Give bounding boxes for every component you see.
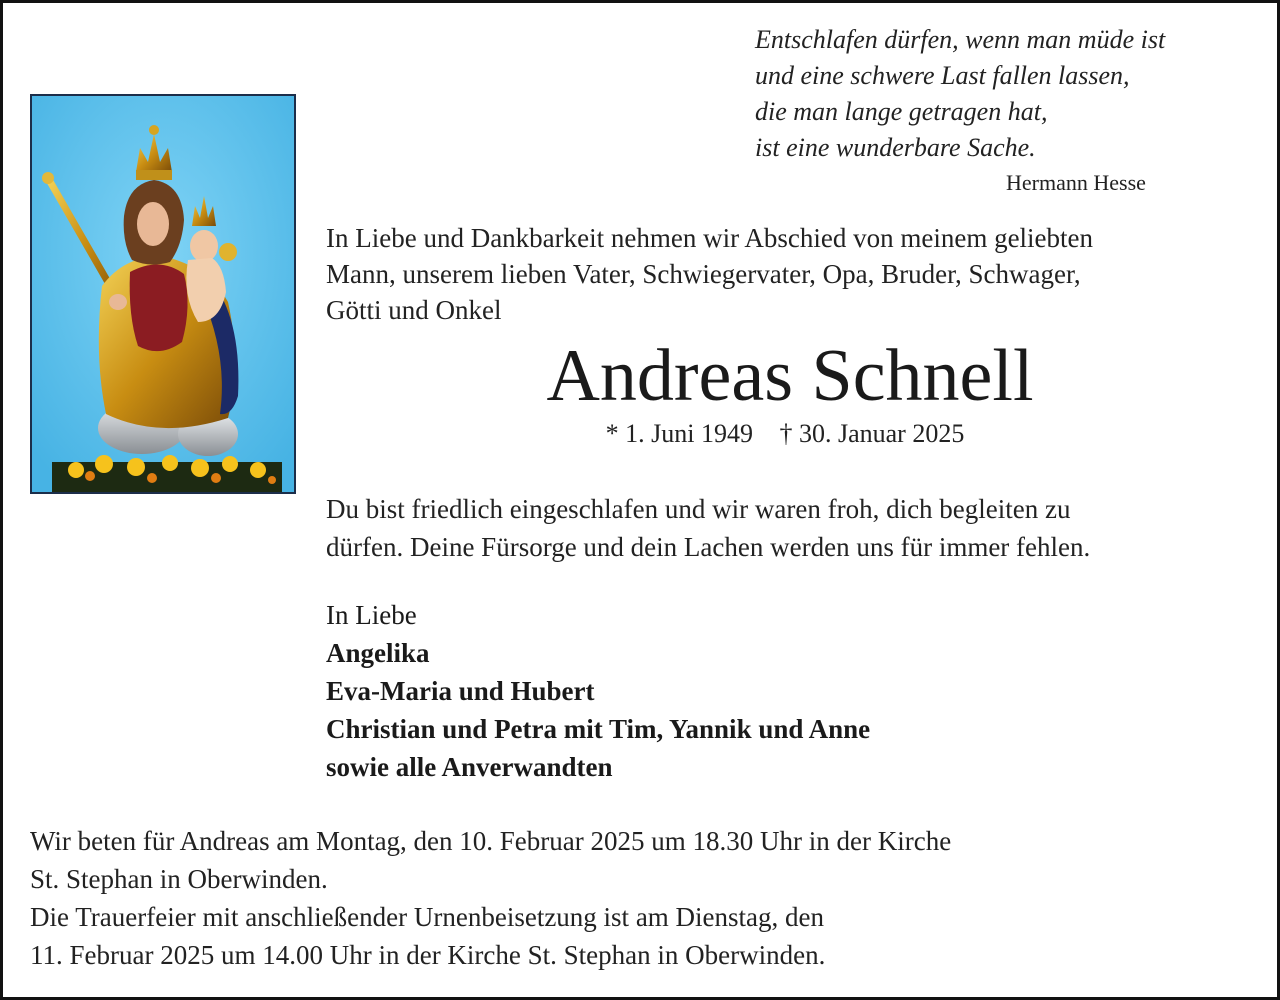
intro-line: Mann, unserem lieben Vater, Schwiegervater, Opa, Bruder, Schwager, (326, 259, 1081, 289)
birth-date: * 1. Juni 1949 (605, 419, 753, 448)
quote-line: ist eine wunderbare Sache. (755, 133, 1036, 162)
mourner-name: Christian und Petra mit Tim, Yannik und Anne (326, 714, 871, 744)
quote-line: und eine schwere Last fallen lassen, (755, 61, 1130, 90)
mourner-name: Eva-Maria und Hubert (326, 676, 595, 706)
family-signoff (326, 596, 1226, 786)
service-line: 11. Februar 2025 um 14.00 Uhr in der Kirche St. Stephan in Oberwinden. (30, 940, 826, 970)
intro-text (326, 220, 1256, 328)
quote-line: die man lange getragen hat, (755, 97, 1048, 126)
service-details (30, 822, 1250, 974)
signoff-intro: In Liebe (326, 600, 417, 630)
service-line: St. Stephan in Oberwinden. (30, 864, 328, 894)
life-dates (0, 416, 1280, 452)
farewell-message (326, 490, 1256, 566)
intro-line: Götti und Onkel (326, 295, 502, 325)
hesse-quote (755, 22, 1255, 166)
message-line: dürfen. Deine Fürsorge und dein Lachen werden uns für immer fehlen. (326, 532, 1091, 562)
mourner-name: sowie alle Anverwandten (326, 752, 613, 782)
quote-author: Hermann Hesse (1006, 170, 1146, 195)
deceased-name: Andreas Schnell (546, 335, 1034, 417)
quote-line: Entschlafen dürfen, wenn man müde ist (755, 25, 1166, 54)
service-line: Die Trauerfeier mit anschließender Urnenbeisetzung ist am Dienstag, den (30, 902, 825, 932)
intro-line: In Liebe und Dankbarkeit nehmen wir Abschied von meinem geliebten (326, 223, 1094, 253)
service-line: Wir beten für Andreas am Montag, den 10. Februar 2025 um 18.30 Uhr in der Kirche (30, 826, 952, 856)
message-line: Du bist friedlich eingeschlafen und wir waren froh, dich begleiten zu (326, 494, 1071, 524)
death-date: † 30. Januar 2025 (779, 419, 965, 448)
mourner-name: Angelika (326, 638, 430, 668)
